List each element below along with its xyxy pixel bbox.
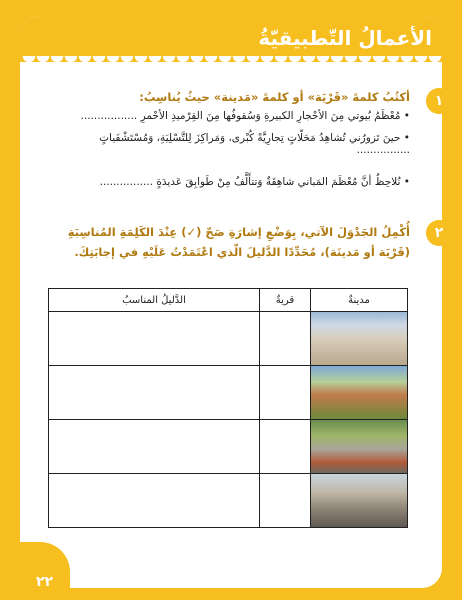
question-2-number: ٢ (426, 220, 452, 246)
evidence-cell[interactable] (49, 474, 260, 528)
table-header-village: قريةٌ (260, 289, 311, 312)
question-1-number: ١ (426, 88, 452, 114)
village-cell[interactable] (260, 366, 311, 420)
evidence-cell[interactable] (49, 366, 260, 420)
village-photo (311, 366, 408, 420)
city-photo (311, 474, 408, 528)
question-2-instruction: أُكْمِلُ الجَدْوَلَ الآتي، بِوَضْعِ إشارَةِ صَحّ (✓) عِنْدَ الكَلِمَةِ المُناسِبَةِ (قَرْيَة أو مَدينَة)، مُحَدِّدًا الدَّليلَ الّذي اعْتَمَدْتُ عَلَيْهِ في إجابَتِكَ. (67, 225, 410, 259)
table-header-evidence: الدَّليلُ المناسبُ (49, 289, 260, 312)
answer-table (48, 288, 408, 528)
page-corner (0, 542, 70, 600)
page-title: الأعمالُ التّطبيقيّةُ (258, 26, 432, 50)
table-header-city: مدينةٌ (311, 289, 408, 312)
question-1-item: • حينَ تَزورُني تُشاهِدُ مَحَلّاتٍ تِجارِيَّةً كُبْرى، وَمَراكِزَ لِلتَّسْلِيَةِ، وَمُسْتَشْفَياتٍ ................ (50, 132, 410, 156)
village-cell[interactable] (260, 420, 311, 474)
question-1-instruction: أكتُبُ كلمةَ «قَرْيَة» أو كلمةَ «مَدينة» حيثُ يُناسِبُ: (139, 90, 410, 104)
city-photo (311, 312, 408, 366)
evidence-cell[interactable] (49, 312, 260, 366)
page-number: ٢٢ (36, 574, 54, 590)
evidence-cell[interactable] (49, 420, 260, 474)
village-photo (311, 420, 408, 474)
question-1-item: • مُعْظَمُ بُيوتي مِنَ الأحْجارِ الكبيرةِ وَسُقوفُها مِنَ القِرْميدِ الأحْمرِ ................. (50, 110, 410, 122)
village-cell[interactable] (260, 474, 311, 528)
village-cell[interactable] (260, 312, 311, 366)
question-1-item: • نُلاحِظُ أنَّ مُعْظَمَ المَباني شاهِقَةٌ وَتتأَلَّفُ مِنْ طَوابِقَ عَديدَةٍ ................ (50, 176, 410, 188)
scalloped-edge (22, 56, 442, 70)
